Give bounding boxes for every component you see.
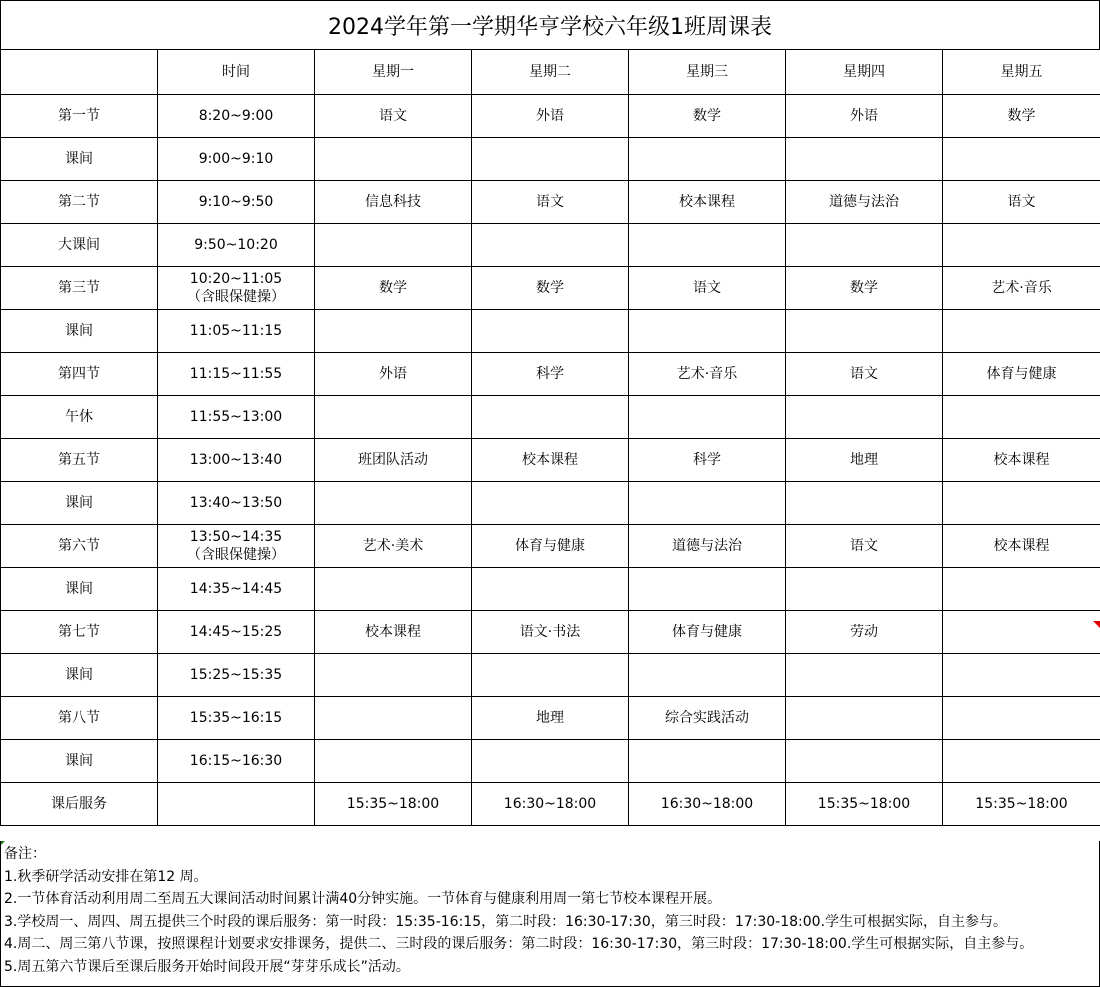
time-cell[interactable]: [158, 654, 315, 697]
class-cell-monday[interactable]: 班团队活动: [315, 439, 472, 482]
class-cell-friday[interactable]: [943, 224, 1100, 267]
time-cell[interactable]: [158, 224, 315, 267]
class-cell-thursday[interactable]: [786, 568, 943, 611]
class-cell-tuesday[interactable]: [472, 568, 629, 611]
class-cell-friday[interactable]: 15:35~18:00: [943, 783, 1100, 826]
class-cell-monday[interactable]: 信息科技: [315, 181, 472, 224]
period-label-cell[interactable]: 课间: [1, 482, 158, 525]
time-cell[interactable]: [158, 138, 315, 181]
class-cell-friday[interactable]: [943, 568, 1100, 611]
table-row: [1, 654, 1100, 697]
note-line: 1.秋季研学活动安排在第12 周。: [4, 868, 208, 885]
time-range: 9:00~9:10: [198, 151, 274, 167]
class-cell-thursday[interactable]: [786, 740, 943, 783]
class-cell-tuesday[interactable]: [472, 396, 629, 439]
note-line: 4.周二、周三第八节课，按照课程计划要求安排课务，提供二、三时段的课后服务：第二时段：16:30-17:30，第三时段：17:30-18:00.学生可根据实际，自主参与。: [4, 936, 1034, 952]
time-cell[interactable]: [158, 310, 315, 353]
notes-heading: 备注：: [4, 846, 46, 862]
class-cell-friday[interactable]: [943, 654, 1100, 697]
class-cell-wednesday[interactable]: 综合实践活动: [629, 697, 786, 740]
class-cell-friday[interactable]: 语文: [943, 181, 1100, 224]
class-cell-friday[interactable]: [943, 310, 1100, 353]
class-cell-monday[interactable]: [315, 697, 472, 740]
class-cell-thursday[interactable]: 地理: [786, 439, 943, 482]
table-row: [1, 181, 1100, 224]
class-cell-thursday[interactable]: 外语: [786, 95, 943, 138]
class-cell-wednesday[interactable]: [629, 138, 786, 181]
class-cell-monday[interactable]: 艺术·美术: [315, 525, 472, 568]
class-cell-tuesday[interactable]: [472, 654, 629, 697]
class-cell-wednesday[interactable]: 科学: [629, 439, 786, 482]
time-cell[interactable]: [158, 396, 315, 439]
table-row: [1, 611, 1100, 654]
period-label-cell[interactable]: 课间: [1, 568, 158, 611]
time-cell[interactable]: [158, 181, 315, 224]
class-cell-wednesday[interactable]: 校本课程: [629, 181, 786, 224]
period-label-cell[interactable]: 课间: [1, 740, 158, 783]
header-row: [1, 50, 1100, 95]
note-line: 3.学校周一、周四、周五提供三个时段的课后服务：第一时段：15:35-16:15，第二时段：16:30-17:30，第三时段：17:30-18:00.学生可根据实际，自主参与。: [4, 913, 1008, 930]
class-cell-wednesday[interactable]: 语文: [629, 267, 786, 310]
class-cell-thursday[interactable]: [786, 396, 943, 439]
header-cell-corner[interactable]: [1, 50, 158, 95]
class-cell-wednesday[interactable]: 16:30~18:00: [629, 783, 786, 826]
time-cell[interactable]: [158, 267, 315, 310]
class-cell-tuesday[interactable]: 地理: [472, 697, 629, 740]
page-title: 2024学年第一学期华亨学校六年级1班周课表: [0, 0, 1100, 50]
time-cell[interactable]: [158, 439, 315, 482]
class-cell-friday[interactable]: [943, 611, 1100, 654]
class-cell-monday[interactable]: [315, 740, 472, 783]
table-row: [1, 482, 1100, 525]
note-line: 2.一节体育活动利用周二至周五大课间活动时间累计满40分钟实施。一节体育与健康利用周一第七节校本课程开展。: [4, 891, 722, 907]
period-label-cell[interactable]: 第六节: [1, 525, 158, 568]
table-row: [1, 224, 1100, 267]
period-label-cell[interactable]: 课间: [1, 654, 158, 697]
period-label-cell[interactable]: 第八节: [1, 697, 158, 740]
header-cell-friday[interactable]: 星期五: [943, 50, 1100, 95]
class-cell-friday[interactable]: [943, 482, 1100, 525]
class-cell-monday[interactable]: 数学: [315, 267, 472, 310]
class-cell-tuesday[interactable]: [472, 138, 629, 181]
class-cell-monday[interactable]: [315, 396, 472, 439]
class-cell-monday[interactable]: [315, 310, 472, 353]
class-cell-thursday[interactable]: 道德与法治: [786, 181, 943, 224]
class-cell-monday[interactable]: [315, 654, 472, 697]
timetable-grid: [0, 49, 1100, 826]
class-cell-wednesday[interactable]: [629, 482, 786, 525]
header-cell-wednesday[interactable]: 星期三: [629, 50, 786, 95]
class-cell-tuesday[interactable]: 校本课程: [472, 439, 629, 482]
class-cell-wednesday[interactable]: [629, 740, 786, 783]
class-cell-monday[interactable]: [315, 568, 472, 611]
time-range: 14:35~14:45: [189, 581, 283, 597]
notes-section[interactable]: [0, 841, 1100, 987]
period-label-cell[interactable]: 第四节: [1, 353, 158, 396]
class-cell-friday[interactable]: 艺术·音乐: [943, 267, 1100, 310]
class-cell-monday[interactable]: [315, 482, 472, 525]
table-row: [1, 568, 1100, 611]
period-label-cell[interactable]: 第二节: [1, 181, 158, 224]
time-cell[interactable]: [158, 568, 315, 611]
class-cell-tuesday[interactable]: 外语: [472, 95, 629, 138]
table-row: [1, 310, 1100, 353]
time-range: 14:45~15:25: [189, 624, 283, 640]
time-range: 9:10~9:50: [198, 194, 274, 210]
class-cell-thursday[interactable]: [786, 482, 943, 525]
class-cell-thursday[interactable]: [786, 224, 943, 267]
class-cell-thursday[interactable]: [786, 138, 943, 181]
time-range: 13:50~14:35: [189, 529, 283, 545]
class-cell-wednesday[interactable]: 体育与健康: [629, 611, 786, 654]
class-cell-tuesday[interactable]: 科学: [472, 353, 629, 396]
table-row: [1, 138, 1100, 181]
time-range: 9:50~10:20: [194, 237, 278, 253]
class-cell-monday[interactable]: 外语: [315, 353, 472, 396]
class-cell-friday[interactable]: 校本课程: [943, 525, 1100, 568]
class-cell-thursday[interactable]: 语文: [786, 525, 943, 568]
table-row: [1, 439, 1100, 482]
class-cell-thursday[interactable]: 劳动: [786, 611, 943, 654]
table-row: [1, 353, 1100, 396]
class-cell-wednesday[interactable]: 数学: [629, 95, 786, 138]
class-cell-thursday[interactable]: [786, 697, 943, 740]
class-cell-thursday[interactable]: [786, 310, 943, 353]
class-cell-thursday[interactable]: [786, 654, 943, 697]
table-row: [1, 396, 1100, 439]
time-cell[interactable]: [158, 525, 315, 568]
period-label-cell[interactable]: 第七节: [1, 611, 158, 654]
period-label-cell[interactable]: 大课间: [1, 224, 158, 267]
class-cell-tuesday[interactable]: [472, 740, 629, 783]
class-cell-tuesday[interactable]: [472, 482, 629, 525]
period-label-cell[interactable]: 第三节: [1, 267, 158, 310]
class-cell-wednesday[interactable]: [629, 310, 786, 353]
class-cell-friday[interactable]: [943, 740, 1100, 783]
class-cell-friday[interactable]: 数学: [943, 95, 1100, 138]
class-cell-thursday[interactable]: 数学: [786, 267, 943, 310]
class-cell-tuesday[interactable]: 体育与健康: [472, 525, 629, 568]
class-cell-thursday[interactable]: 15:35~18:00: [786, 783, 943, 826]
table-row: [1, 95, 1100, 138]
class-cell-monday[interactable]: 15:35~18:00: [315, 783, 472, 826]
time-cell[interactable]: [158, 95, 315, 138]
period-label-cell[interactable]: 课间: [1, 138, 158, 181]
class-cell-tuesday[interactable]: 语文: [472, 181, 629, 224]
class-cell-tuesday[interactable]: 数学: [472, 267, 629, 310]
class-cell-tuesday[interactable]: 语文·书法: [472, 611, 629, 654]
class-cell-tuesday[interactable]: [472, 224, 629, 267]
class-cell-monday[interactable]: 语文: [315, 95, 472, 138]
class-cell-tuesday[interactable]: [472, 310, 629, 353]
class-cell-wednesday[interactable]: 艺术·音乐: [629, 353, 786, 396]
table-row: [1, 267, 1100, 310]
time-range: 11:15~11:55: [189, 366, 283, 382]
period-label-cell[interactable]: 午休: [1, 396, 158, 439]
time-cell[interactable]: [158, 740, 315, 783]
comment-indicator-icon[interactable]: [1093, 621, 1100, 628]
header-cell-time[interactable]: 时间: [158, 50, 315, 95]
class-cell-tuesday[interactable]: 16:30~18:00: [472, 783, 629, 826]
table-row: [1, 783, 1100, 826]
class-cell-friday[interactable]: [943, 697, 1100, 740]
table-row: [1, 740, 1100, 783]
time-range: 11:05~11:15: [189, 323, 283, 339]
class-cell-friday[interactable]: [943, 138, 1100, 181]
class-cell-monday[interactable]: [315, 224, 472, 267]
timetable-body: [1, 50, 1100, 826]
time-range: 10:20~11:05: [189, 271, 283, 287]
time-cell[interactable]: [158, 783, 315, 826]
class-cell-friday[interactable]: [943, 396, 1100, 439]
class-cell-monday[interactable]: 校本课程: [315, 611, 472, 654]
time-range: 8:20~9:00: [198, 108, 274, 124]
time-range: 15:35~16:15: [189, 710, 283, 726]
period-label-cell[interactable]: 课后服务: [1, 783, 158, 826]
class-cell-wednesday[interactable]: 道德与法治: [629, 525, 786, 568]
time-cell[interactable]: [158, 353, 315, 396]
period-label-cell[interactable]: 第一节: [1, 95, 158, 138]
time-cell[interactable]: [158, 482, 315, 525]
time-range: 16:15~16:30: [189, 753, 283, 769]
time-note: （含眼保健操）: [187, 289, 285, 305]
class-cell-monday[interactable]: [315, 138, 472, 181]
time-cell[interactable]: [158, 611, 315, 654]
time-range: 13:00~13:40: [189, 452, 283, 468]
header-cell-monday[interactable]: 星期一: [315, 50, 472, 95]
class-cell-wednesday[interactable]: [629, 224, 786, 267]
class-cell-wednesday[interactable]: [629, 654, 786, 697]
time-cell[interactable]: [158, 697, 315, 740]
note-line: 5.周五第六节课后至课后服务开始时间段开展“芽芽乐成长”活动。: [4, 958, 410, 975]
class-cell-thursday[interactable]: 语文: [786, 353, 943, 396]
period-label-cell[interactable]: 第五节: [1, 439, 158, 482]
time-range: 13:40~13:50: [189, 495, 283, 511]
class-cell-wednesday[interactable]: [629, 396, 786, 439]
table-row: [1, 697, 1100, 740]
time-range: 11:55~13:00: [189, 409, 283, 425]
table-row: [1, 525, 1100, 568]
class-cell-wednesday[interactable]: [629, 568, 786, 611]
header-cell-thursday[interactable]: 星期四: [786, 50, 943, 95]
time-note: （含眼保健操）: [187, 547, 285, 563]
class-cell-friday[interactable]: 体育与健康: [943, 353, 1100, 396]
period-label-cell[interactable]: 课间: [1, 310, 158, 353]
header-cell-tuesday[interactable]: 星期二: [472, 50, 629, 95]
time-range: 15:25~15:35: [189, 667, 283, 683]
class-cell-friday[interactable]: 校本课程: [943, 439, 1100, 482]
